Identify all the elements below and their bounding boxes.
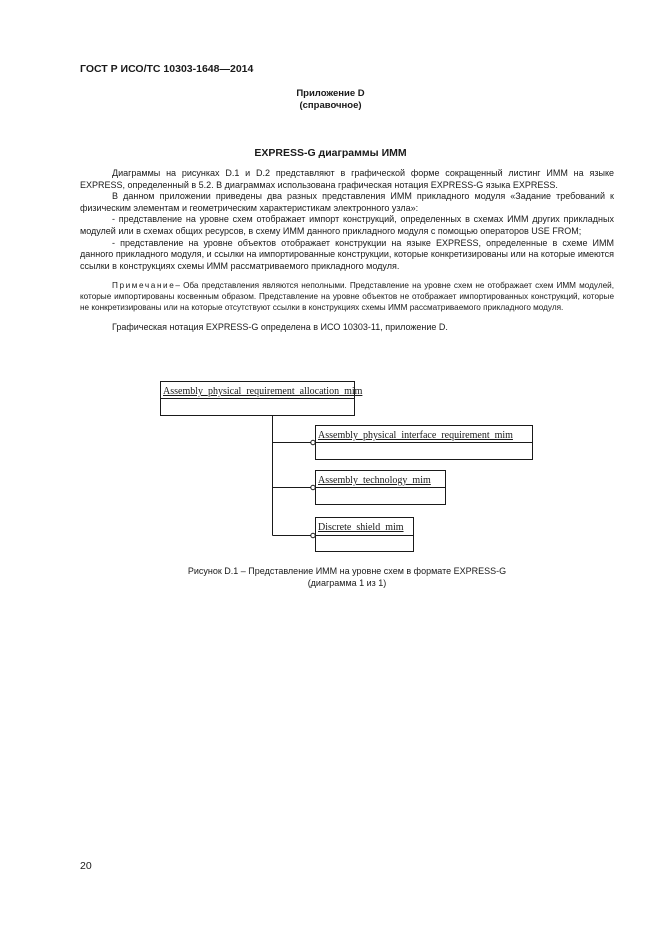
note-text: – Оба представления являются неполными. Представление на уровне схем не отображает схем ИММ модулей, которые импортированы косвенным образом. Представление на уровне объектов не отображает импортированных конструкций, которые не конкретизированы или на которые отсутствуют ссылки в конструкциях схемы ИММ рассматриваемого прикладного модуля. — [80, 281, 614, 313]
connector-circle-icon — [311, 485, 315, 489]
child-schema-label-3: Discrete_shield_mim — [318, 522, 404, 533]
caption-line-2: (диаграмма 1 из 1) — [307, 577, 387, 588]
caption-line-1: Рисунок D.1 – Представление ИММ на уровне схем в формате EXPRESS-G — [187, 566, 507, 576]
annex-title: EXPRESS-G диаграммы ИММ — [254, 147, 407, 159]
page-number: 20 — [80, 860, 92, 872]
figure-caption — [0, 566, 661, 589]
paragraph-3: - представление на уровне схем отображает импорт конструкций, определенных в схемах ИММ других прикладных модулей или в схемах общих ресурсов, в схему ИММ данного прикладного модуля с помощью операторов USE FROM; — [80, 214, 614, 236]
paragraph-1: Диаграммы на рисунках D.1 и D.2 представляют в графической форме сокращенный листинг ИММ на языке EXPRESS, определенный в 5.2. В диаграммах использована графическая нотация EXPRESS-G языка EXPRESS. — [80, 168, 614, 190]
paragraph-4: - представление на уровне объектов отображает конструкции на языке EXPRESS, определенные в схеме ИММ данного прикладного модуля, и ссылки на импортированные конструкции, которые конкретизированы или на которые имеются ссылки в конструкциях схемы ИММ рассматриваемого прикладного модуля. — [80, 237, 614, 271]
annex-heading — [0, 88, 661, 112]
child-schema-label-2: Assembly_technology_mim — [318, 475, 431, 486]
connector-circle-icon — [311, 533, 315, 537]
connector-circle-icon — [311, 440, 315, 444]
express-g-diagram — [150, 375, 540, 555]
child-schema-label-1: Assembly_physical_interface_requirement_mim — [318, 430, 513, 441]
note-label: Примечание — [112, 281, 176, 291]
note-paragraph — [80, 280, 614, 313]
annex-kind: (справочное) — [299, 100, 362, 111]
body-text — [80, 168, 614, 334]
document-header: ГОСТ Р ИСО/ТС 10303-1648—2014 — [80, 63, 254, 75]
annex-label: Приложение D — [296, 88, 365, 99]
root-schema-label: Assembly_physical_requirement_allocation_mim — [163, 386, 363, 397]
notation-paragraph: Графическая нотация EXPRESS-G определена в ИСО 10303-11, приложение D. — [112, 322, 448, 333]
paragraph-2: В данном приложении приведены два разных представления ИММ прикладного модуля «Задание требований к физическим элементам и геометрическим характеристикам электронного узла»: — [80, 191, 614, 213]
